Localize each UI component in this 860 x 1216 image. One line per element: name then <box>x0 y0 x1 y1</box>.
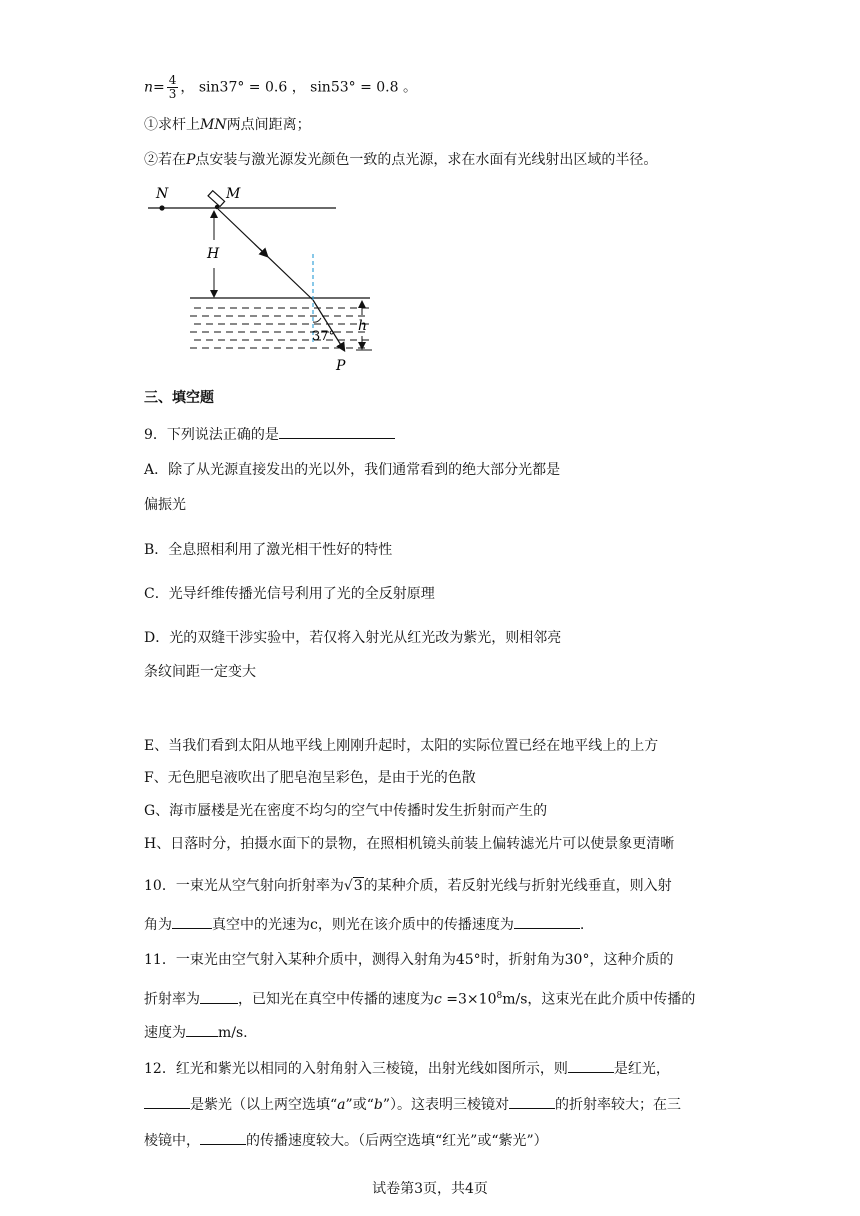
q11-line3a: 速度为 <box>144 1025 186 1041</box>
label-angle: 37° <box>312 329 336 344</box>
q10-blank-angle[interactable] <box>172 914 212 929</box>
q10-part1: 10．一束光从空气射向折射率为 <box>144 878 344 894</box>
fraction-denominator: 3 <box>168 87 177 101</box>
q11-blank-speed[interactable] <box>186 1022 218 1037</box>
q8-subquestion-2 <box>144 150 657 170</box>
q9-option-d-line1: D．光的双缝干涉实验中，若仅将入射光从红光改为紫光，则相邻亮 <box>144 630 562 646</box>
equals-sign: = <box>153 79 165 96</box>
q10-line2 <box>144 914 584 935</box>
q10-line1 <box>144 876 672 896</box>
q9-option-e: E、当我们看到太阳从地平线上刚刚升起时，太阳的实际位置已经在地平线上的上方 <box>144 738 659 754</box>
q8-subquestion-1 <box>144 115 311 135</box>
q11-line2a: 折射率为 <box>144 991 200 1008</box>
q9-stem <box>144 424 395 445</box>
q11-c-symbol: c <box>434 991 442 1008</box>
q12-line1 <box>144 1058 670 1079</box>
q12-blank-index[interactable] <box>509 1094 555 1109</box>
q12-line2a: 是紫光（以上两空选填“ <box>190 1097 338 1113</box>
q12-or: ”或“ <box>345 1097 374 1113</box>
q10-line2a: 角为 <box>144 917 172 933</box>
q9-option-a-line2: 偏振光 <box>144 497 186 513</box>
q12-blank-violet[interactable] <box>144 1094 190 1109</box>
q9-option-b: B．全息照相利用了激光相干性好的特性 <box>144 542 393 558</box>
laser-source <box>208 191 225 207</box>
label-p: P <box>336 358 346 374</box>
q12-line2c: 的折射率较大；在三 <box>555 1097 681 1113</box>
four-thirds-fraction <box>167 74 179 101</box>
q9-option-a-line1: A．除了从光源直接发出的光以外，我们通常看到的绝大部分光都是 <box>144 462 561 478</box>
q11-exponent: 8 <box>496 991 503 1001</box>
q9-option-c: C．光导纤维传播光信号利用了光的全反射原理 <box>144 586 435 602</box>
q12-line3a: 棱镜中， <box>144 1133 200 1149</box>
q12-line3b: 的传播速度较大。（后两空选填“红光”或“紫光”） <box>246 1133 548 1149</box>
q8-sub2-rest: 点安装与激光源发光颜色一致的点光源，求在水面有光线射出区域的半径。 <box>195 152 658 168</box>
q11-blank-index[interactable] <box>200 989 238 1004</box>
water-hatching <box>190 308 370 348</box>
fraction-numerator: 4 <box>168 73 177 87</box>
page-footer: 试卷第3页，共4页 <box>372 1181 488 1197</box>
n-symbol: n <box>144 79 154 96</box>
q12-option-b: b <box>373 1097 383 1113</box>
q12-line2b: ”）。这表明三棱镜对 <box>382 1097 509 1113</box>
q12-blank-speed[interactable] <box>200 1130 246 1145</box>
point-m <box>215 205 219 209</box>
q9-option-h: H、日落时分，拍摄水面下的景物，在照相机镜头前装上偏转滤光片可以使景象更清晰 <box>144 836 675 852</box>
label-big-h: H <box>207 246 220 262</box>
q11-eq: =3×10 <box>441 991 497 1008</box>
q9-option-g: G、海市蜃楼是光在密度不均匀的空气中传播时发生折射而产生的 <box>144 803 548 819</box>
label-m: M <box>226 186 241 202</box>
q9-answer-blank[interactable] <box>279 424 395 439</box>
q10-part2: 的某种介质，若反射光线与折射光线垂直，则入射 <box>363 878 672 894</box>
q12-line3 <box>144 1130 548 1151</box>
q8-sub2-text: ②若在 <box>144 152 186 168</box>
q10-line2c: . <box>579 917 585 933</box>
q9-option-f: F、无色肥皂液吹出了肥皂泡呈彩色，是由于光的色散 <box>144 770 476 786</box>
label-small-h: h <box>358 318 368 334</box>
label-n: N <box>156 186 169 202</box>
q10-blank-speed[interactable] <box>514 914 580 929</box>
q11-line1: 11．一束光由空气射入某种介质中，测得入射角为45°时，折射角为30°，这种介质的 <box>144 952 674 968</box>
q10-line2b: 真空中的光速为c，则光在该介质中的传播速度为 <box>212 917 514 933</box>
laser-refraction-figure <box>140 182 380 374</box>
q11-line2d: m/s，这束光在此介质中传播的 <box>502 991 696 1008</box>
section-title: 三、填空题 <box>144 390 214 406</box>
given-values-line <box>144 74 417 101</box>
q8-sub1-rest: 两点间距离； <box>226 117 311 133</box>
q8-sub2-var: P <box>186 152 196 168</box>
sqrt-radicand: 3 <box>353 878 363 894</box>
q11-line3 <box>144 1022 248 1043</box>
sine-values: ， sin37° = 0.6 ， sin53° = 0.8 。 <box>180 79 417 96</box>
q12-blank-red[interactable] <box>568 1058 614 1073</box>
q12-line1b: 是红光， <box>613 1061 670 1077</box>
sqrt-three: √3 <box>343 878 363 894</box>
q12-line2 <box>144 1094 681 1115</box>
q12-line1a: 12．红光和紫光以相同的入射角射入三棱镜，出射光线如图所示，则 <box>144 1061 568 1077</box>
ray-arrow-air <box>260 249 267 256</box>
q11-line2b: ，已知光在真空中传播的速度为 <box>238 991 434 1008</box>
point-n <box>159 205 164 210</box>
q12-option-a: a <box>337 1097 346 1113</box>
q9-option-d-line2: 条纹间距一定变大 <box>144 664 256 680</box>
q8-sub1-var: MN <box>200 117 227 133</box>
q11-line2 <box>144 986 695 1010</box>
q11-line3b: m/s. <box>218 1025 248 1041</box>
q9-stem-text: 9．下列说法正确的是 <box>144 427 279 443</box>
q8-sub1-text: ①求杆上 <box>144 117 200 133</box>
refraction-angle-arc <box>313 318 321 322</box>
